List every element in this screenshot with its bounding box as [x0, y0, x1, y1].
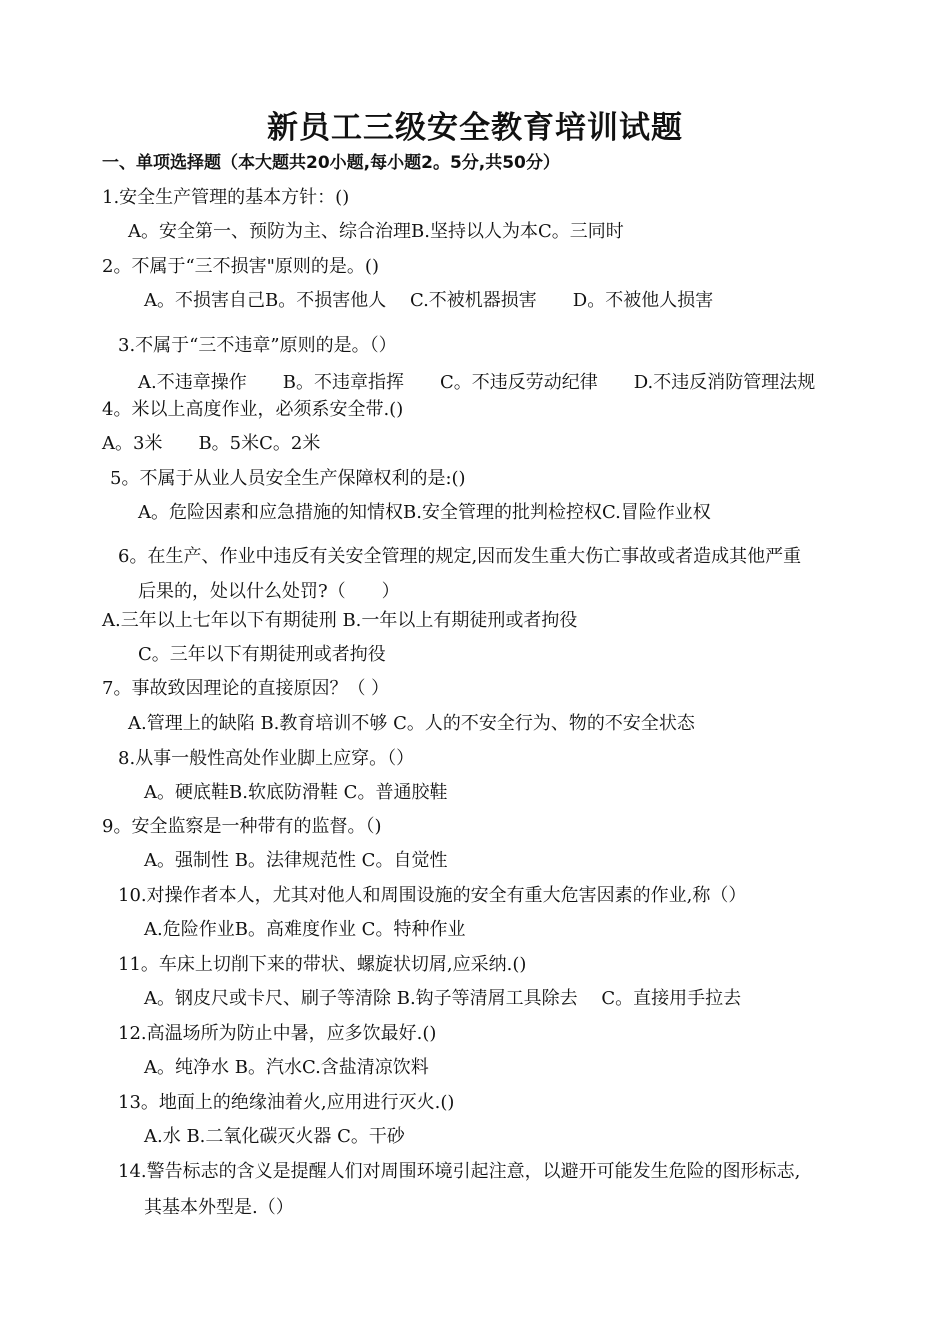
question-line: 2。不属于“三不损害"原则的是。() [102, 256, 379, 277]
question-line: 后果的，处以什么处罚?（ ） [138, 581, 400, 602]
question-line: 6。在生产、作业中违反有关安全管理的规定,因而发生重大伤亡事故或者造成其他严重 [118, 546, 802, 567]
answer-options: A。钢皮尺或卡尺、刷子等清除 B.钩子等清屑工具除去 C。直接用手拉去 [144, 988, 742, 1009]
question-line: 9。安全监察是一种带有的监督。（) [102, 816, 382, 837]
question-line: 4。米以上高度作业，必须系安全带.() [102, 399, 404, 420]
answer-options: A.不违章操作 B。不违章指挥 C。不违反劳动纪律 D.不违反消防管理法规 [138, 372, 816, 393]
answer-options: A。安全第一、预防为主、综合治理B.坚持以人为本C。三同时 [128, 221, 624, 242]
document-title: 新员工三级安全教育培训试题 [267, 110, 683, 146]
question-line: 其基本外型是.（） [144, 1197, 294, 1218]
answer-options: A。危险因素和应急措施的知情权B.安全管理的批判检控权C.冒险作业权 [138, 502, 711, 523]
question-line: 11。车床上切削下来的带状、螺旋状切屑,应采纳.() [118, 954, 527, 975]
answer-options: A.三年以上七年以下有期徒刑 B.一年以上有期徒刑或者拘役 [102, 610, 578, 631]
answer-options: A.危险作业B。高难度作业 C。特种作业 [144, 919, 466, 940]
question-line: 1.安全生产管理的基本方针：() [102, 187, 350, 208]
answer-options: A.管理上的缺陷 B.教育培训不够 C。人的不安全行为、物的不安全状态 [128, 713, 695, 734]
question-line: 3.不属于“三不违章”原则的是。（） [118, 335, 397, 356]
question-line: 12.高温场所为防止中暑，应多饮最好.() [118, 1023, 437, 1044]
answer-options: A。纯净水 B。汽水C.含盐清凉饮料 [144, 1057, 429, 1078]
question-line: 14.警告标志的含义是提醒人们对周围环境引起注意，以避开可能发生危险的图形标志, [118, 1161, 801, 1182]
question-line: 10.对操作者本人，尤其对他人和周围设施的安全有重大危害因素的作业,称（） [118, 885, 747, 906]
question-line: 8.从事一般性高处作业脚上应穿。（） [118, 748, 415, 769]
section-heading: 一、单项选择题（本大题共20小题,每小题2。5分,共50分） [102, 153, 560, 173]
answer-options: A。硬底鞋B.软底防滑鞋 C。普通胶鞋 [144, 782, 448, 803]
answer-options: A。不损害自己B。不损害他人 C.不被机器损害 D。不被他人损害 [144, 290, 714, 311]
answer-options: C。三年以下有期徒刑或者拘役 [138, 644, 386, 665]
question-line: 5。不属于从业人员安全生产保障权利的是:() [110, 468, 466, 489]
answer-options: A。3米 B。5米C。2米 [102, 433, 321, 454]
answer-options: A。强制性 B。法律规范性 C。自觉性 [144, 850, 448, 871]
question-line: 7。事故致因理论的直接原因？（ ） [102, 678, 390, 699]
question-line: 13。地面上的绝缘油着火,应用进行灭火.() [118, 1092, 455, 1113]
answer-options: A.水 B.二氧化碳灭火器 C。干砂 [144, 1126, 405, 1147]
